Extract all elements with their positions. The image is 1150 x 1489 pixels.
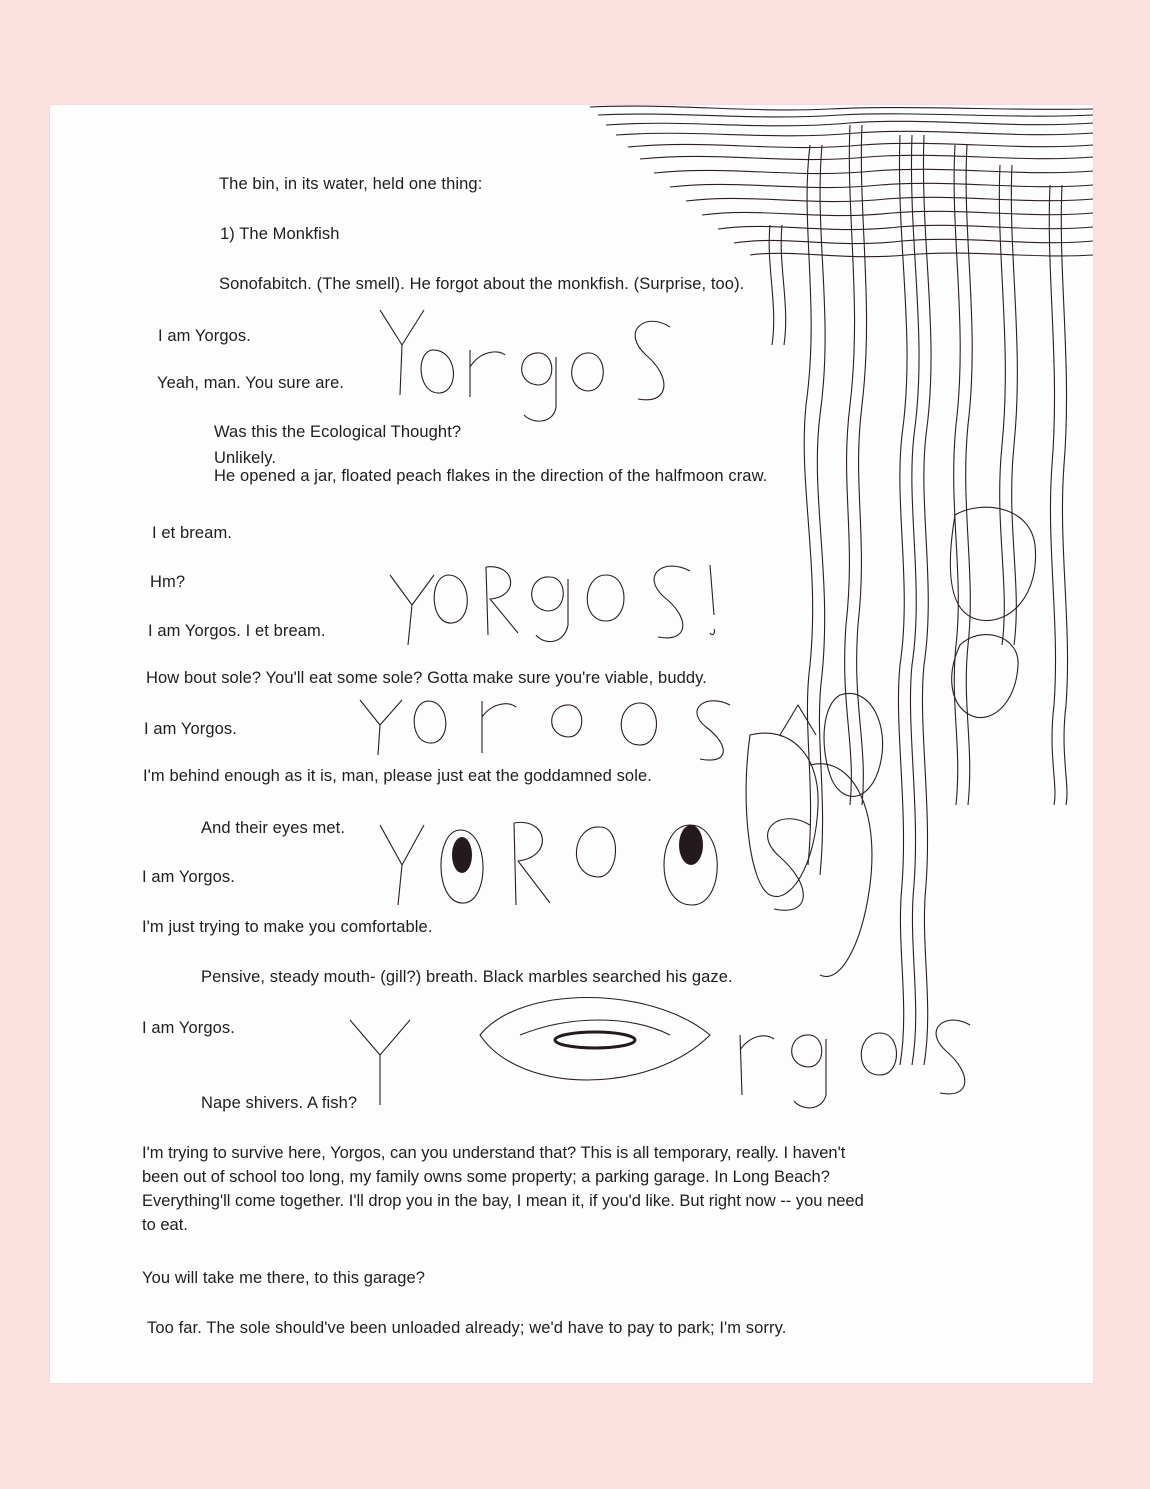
filled-eyes	[452, 825, 703, 1048]
text-line: I am Yorgos.	[142, 868, 235, 886]
text-line: Hm?	[150, 573, 186, 591]
text-line: I et bream.	[152, 524, 232, 542]
text-line: I'm behind enough as it is, man, please just eat the goddamned sole.	[143, 767, 652, 785]
page-paper	[50, 105, 1093, 1383]
text-line: He opened a jar, floated peach flakes in the direction of the halfmoon craw.	[214, 467, 768, 485]
paragraph-line: to eat.	[142, 1216, 188, 1234]
text-line: Pensive, steady mouth- (gill?) breath. Black marbles searched his gaze.	[201, 968, 733, 986]
drawn-yorgos-1	[380, 310, 670, 421]
text-line: You will take me there, to this garage?	[142, 1269, 426, 1287]
text-line: The bin, in its water, held one thing:	[219, 175, 483, 193]
text-line: 1) The Monkfish	[220, 225, 340, 243]
dripping-tendrils	[746, 125, 1067, 1065]
paragraph-line: Everything'll come together. I'll drop you in the bay, I mean it, if you'd like. But right now -- you need	[142, 1192, 864, 1210]
text-line: And their eyes met.	[201, 819, 346, 837]
text-line: Was this the Ecological Thought?	[214, 423, 462, 441]
text-line: Sonofabitch. (The smell). He forgot about the monkfish. (Surprise, too).	[219, 275, 745, 293]
drawn-yorgos-2	[390, 565, 715, 645]
text-line: Unlikely.	[214, 449, 277, 467]
text-line: Yeah, man. You sure are.	[157, 374, 345, 392]
hatched-mass	[590, 106, 1093, 257]
text-line: I am Yorgos.	[142, 1019, 235, 1037]
text-line: I am Yorgos. I et bream.	[148, 622, 326, 640]
drawn-yorgos-3	[360, 700, 816, 760]
paragraph-line: I'm trying to survive here, Yorgos, can you understand that? This is all temporary, really. I haven't	[142, 1144, 846, 1162]
text-line: I'm just trying to make you comfortable.	[142, 918, 433, 936]
drawn-yorgos-4	[380, 819, 810, 911]
text-line: Nape shivers. A fish?	[201, 1094, 358, 1112]
paragraph-line: been out of school too long, my family owns some property; a parking garage. In Long Beach?	[142, 1168, 830, 1186]
text-line: I am Yorgos.	[158, 327, 251, 345]
dialogue-paragraph	[142, 1141, 1042, 1237]
text-line: Too far. The sole should've been unloaded already; we'd have to pay to park; I'm sorry.	[147, 1319, 787, 1337]
text-line: I am Yorgos.	[144, 720, 237, 738]
text-line: How bout sole? You'll eat some sole? Gotta make sure you're viable, buddy.	[146, 669, 707, 687]
drawn-yorgos-5	[350, 998, 970, 1108]
